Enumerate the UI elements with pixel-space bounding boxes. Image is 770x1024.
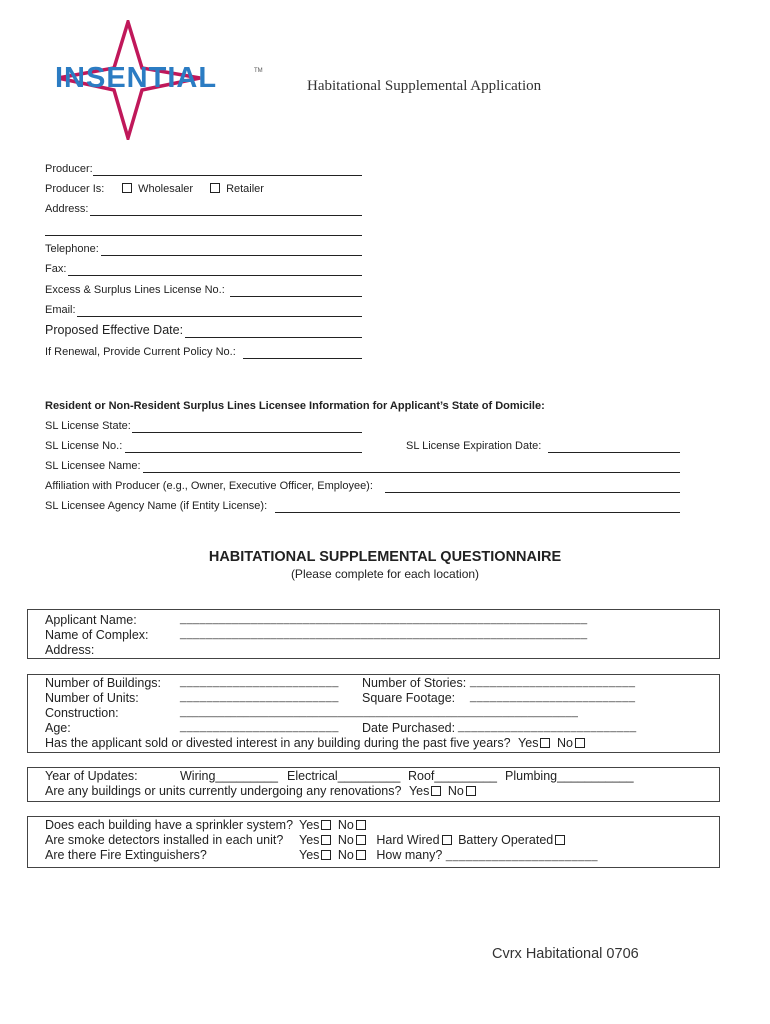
- renewal-label: If Renewal, Provide Current Policy No.:: [45, 346, 236, 358]
- battery-operated-label: Battery Operated: [458, 833, 554, 847]
- purchased-label: Date Purchased:: [362, 721, 456, 735]
- sl-state-line[interactable]: [132, 432, 362, 433]
- sprinkler-yes-label: Yes: [299, 818, 320, 832]
- sold-question: Has the applicant sold or divested interest in any building during the past five years?: [45, 736, 511, 750]
- renewal-line[interactable]: [243, 358, 362, 359]
- box1-address-label: Address:: [45, 643, 95, 657]
- sprinkler-no-label: No: [337, 818, 354, 832]
- logo-text: INSENTIAL: [55, 62, 218, 94]
- logo: [50, 20, 265, 140]
- retailer-label: Retailer: [226, 183, 264, 195]
- how-many-label: How many?: [376, 848, 443, 862]
- sold-question-row: [45, 736, 588, 750]
- address-label: Address:: [45, 203, 89, 215]
- applicant-name-label: Applicant Name:: [45, 613, 137, 627]
- sold-yes-label: Yes: [518, 736, 539, 750]
- telephone-label: Telephone:: [45, 243, 99, 255]
- affiliation-label: Affiliation with Producer (e.g., Owner, Executive Officer, Employee):: [45, 480, 373, 492]
- renovations-question: Are any buildings or units currently undergoing any renovations?: [45, 784, 402, 798]
- complex-name-blank[interactable]: _______________________________________________________________: [180, 628, 588, 640]
- wiring-field[interactable]: Wiring_________: [180, 769, 278, 783]
- producer-line[interactable]: [93, 175, 362, 176]
- email-line[interactable]: [77, 316, 362, 317]
- sprinkler-question: Does each building have a sprinkler system?: [45, 818, 294, 832]
- battery-operated-checkbox[interactable]: [555, 835, 565, 845]
- electrical-field[interactable]: Electrical_________: [287, 769, 401, 783]
- producer-label: Producer:: [45, 163, 93, 175]
- logo-trademark: TM: [254, 68, 263, 74]
- agency-line[interactable]: [275, 512, 680, 513]
- sl-no-line[interactable]: [125, 452, 362, 453]
- sprinkler-options: [299, 818, 369, 832]
- renovations-no-label: No: [447, 784, 464, 798]
- sl-exp-line[interactable]: [548, 452, 680, 453]
- units-label: Number of Units:: [45, 691, 139, 705]
- retailer-checkbox[interactable]: [210, 183, 220, 193]
- sqft-blank[interactable]: _________________________: [470, 691, 636, 703]
- complex-name-label: Name of Complex:: [45, 628, 149, 642]
- agency-label: SL Licensee Agency Name (if Entity License):: [45, 500, 268, 512]
- fax-line[interactable]: [68, 275, 362, 276]
- fax-label: Fax:: [45, 263, 67, 275]
- sprinkler-yes-checkbox[interactable]: [321, 820, 331, 830]
- hard-wired-label: Hard Wired: [376, 833, 440, 847]
- wholesaler-label: Wholesaler: [138, 183, 194, 195]
- sold-yes-checkbox[interactable]: [540, 738, 550, 748]
- sl-exp-label: SL License Expiration Date:: [406, 440, 542, 452]
- construction-blank[interactable]: _______________________________________________________________: [180, 706, 579, 718]
- licensee-heading: Resident or Non-Resident Surplus Lines Licensee Information for Applicant’s State of Domicile:: [45, 400, 545, 412]
- producer-is-label: Producer Is:: [45, 183, 105, 195]
- how-many-blank[interactable]: _______________________: [445, 850, 599, 862]
- document-title: Habitational Supplemental Application: [307, 78, 542, 94]
- age-label: Age:: [45, 721, 71, 735]
- email-label: Email:: [45, 304, 76, 316]
- units-blank[interactable]: ________________________: [180, 691, 339, 703]
- renovations-no-checkbox[interactable]: [466, 786, 476, 796]
- buildings-blank[interactable]: ________________________: [180, 676, 339, 688]
- sprinkler-no-checkbox[interactable]: [356, 820, 366, 830]
- wholesaler-checkbox[interactable]: [122, 183, 132, 193]
- extinguisher-options: [299, 848, 598, 862]
- year-updates-label: Year of Updates:: [45, 769, 138, 783]
- sl-name-label: SL Licensee Name:: [45, 460, 141, 472]
- renovations-yes-checkbox[interactable]: [431, 786, 441, 796]
- smoke-no-checkbox[interactable]: [356, 835, 366, 845]
- extinguisher-no-checkbox[interactable]: [356, 850, 366, 860]
- sl-state-label: SL License State:: [45, 420, 131, 432]
- extinguisher-yes-checkbox[interactable]: [321, 850, 331, 860]
- license-no-label: Excess & Surplus Lines License No.:: [45, 284, 225, 296]
- purchased-blank[interactable]: ___________________________: [458, 721, 637, 733]
- address-line-1[interactable]: [90, 215, 362, 216]
- renovations-row: [45, 784, 479, 798]
- roof-field[interactable]: Roof_________: [408, 769, 497, 783]
- construction-label: Construction:: [45, 706, 119, 720]
- stories-label: Number of Stories:: [362, 676, 467, 690]
- telephone-line[interactable]: [101, 255, 362, 256]
- extinguishers-question: Are there Fire Extinguishers?: [45, 848, 207, 862]
- sold-no-checkbox[interactable]: [575, 738, 585, 748]
- sl-no-label: SL License No.:: [45, 440, 123, 452]
- smoke-question: Are smoke detectors installed in each unit?: [45, 833, 284, 847]
- affiliation-line[interactable]: [385, 492, 680, 493]
- stories-blank[interactable]: _________________________: [470, 676, 636, 688]
- buildings-label: Number of Buildings:: [45, 676, 162, 690]
- hard-wired-checkbox[interactable]: [442, 835, 452, 845]
- age-blank[interactable]: ________________________: [180, 721, 339, 733]
- license-no-line[interactable]: [230, 296, 362, 297]
- smoke-no-label: No: [337, 833, 354, 847]
- questionnaire-subtitle: (Please complete for each location): [290, 567, 480, 581]
- questionnaire-title: HABITATIONAL SUPPLEMENTAL QUESTIONNAIRE: [208, 549, 562, 565]
- smoke-yes-checkbox[interactable]: [321, 835, 331, 845]
- applicant-name-blank[interactable]: _______________________________________________________________: [180, 613, 588, 625]
- extinguisher-yes-label: Yes: [299, 848, 320, 862]
- sqft-label: Square Footage:: [362, 691, 456, 705]
- form-code: Cvrx Habitational 0706: [492, 946, 639, 962]
- effective-date-label: Proposed Effective Date:: [45, 323, 184, 337]
- smoke-options: [299, 833, 568, 847]
- extinguisher-no-label: No: [337, 848, 354, 862]
- sold-no-label: No: [556, 736, 573, 750]
- smoke-yes-label: Yes: [299, 833, 320, 847]
- plumbing-field[interactable]: Plumbing___________: [505, 769, 634, 783]
- address-line-2[interactable]: [45, 235, 362, 236]
- sl-name-line[interactable]: [143, 472, 680, 473]
- effective-date-line[interactable]: [185, 337, 362, 338]
- renovations-yes-label: Yes: [408, 784, 430, 798]
